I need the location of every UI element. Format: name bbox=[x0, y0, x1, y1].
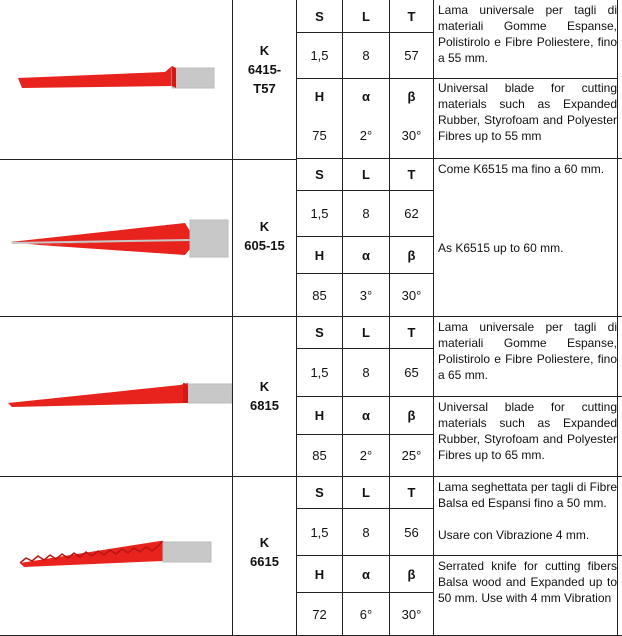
column-divider bbox=[617, 0, 618, 636]
header-l: L bbox=[362, 167, 370, 182]
value-beta: 30° bbox=[401, 606, 422, 622]
value-h: 85 bbox=[312, 287, 327, 303]
value-t: 65 bbox=[404, 365, 419, 380]
value-l: 8 bbox=[362, 48, 370, 63]
description-italian: Lama seghettata per tagli di Fibre Balsa ed Espansi fino a 50 mm. bbox=[438, 480, 617, 510]
header-beta: β bbox=[407, 88, 416, 104]
blade-image-k605-15 bbox=[0, 159, 232, 316]
blade-code: K 605-15 bbox=[244, 219, 285, 253]
header-h: H bbox=[314, 408, 325, 423]
header-l: L bbox=[362, 8, 370, 24]
header-l: L bbox=[362, 485, 370, 500]
description-italian: Lama universale per tagli di materiali Gomme Espanse, Polistirolo e Fibre Poliestere, fino a 65 mm. bbox=[438, 320, 617, 382]
header-alpha: α bbox=[362, 247, 370, 263]
header-s: S bbox=[315, 167, 324, 182]
value-alpha: 2° bbox=[359, 448, 373, 463]
value-s: 1,5 bbox=[310, 48, 329, 63]
blade-code: K 6815 bbox=[250, 379, 279, 413]
value-alpha: 2° bbox=[359, 128, 373, 143]
long-straight-blade-icon bbox=[0, 317, 232, 474]
description-italian: Come K6515 ma fino a 60 mm. bbox=[438, 162, 605, 176]
value-alpha: 3° bbox=[359, 287, 373, 303]
description-english: Universal blade for cutting materials such as Expanded Rubber, Styrofoam and Polyester Fibres up to 55 mm bbox=[438, 81, 617, 143]
serrated-blade-icon bbox=[0, 477, 232, 634]
value-h: 72 bbox=[312, 606, 327, 622]
value-l: 8 bbox=[362, 206, 370, 221]
value-l: 8 bbox=[362, 524, 370, 540]
header-beta: β bbox=[407, 247, 416, 263]
header-s: S bbox=[315, 325, 324, 340]
value-beta: 25° bbox=[401, 448, 422, 463]
value-beta: 30° bbox=[401, 128, 422, 143]
header-t: T bbox=[407, 485, 416, 500]
value-l: 8 bbox=[362, 365, 370, 380]
value-t: 56 bbox=[404, 524, 419, 540]
value-alpha: 6° bbox=[359, 606, 373, 622]
header-beta: β bbox=[407, 566, 416, 582]
header-t: T bbox=[407, 325, 416, 340]
value-s: 1,5 bbox=[310, 524, 329, 540]
header-beta: β bbox=[407, 408, 416, 423]
header-s: S bbox=[315, 485, 324, 500]
value-h: 85 bbox=[312, 448, 327, 463]
header-t: T bbox=[407, 8, 416, 24]
blade-code: K 6615 bbox=[250, 535, 279, 569]
blade-image-k6615 bbox=[0, 477, 232, 634]
value-beta: 30° bbox=[401, 287, 422, 303]
header-alpha: α bbox=[362, 88, 370, 104]
header-h: H bbox=[314, 566, 325, 582]
value-s: 1,5 bbox=[310, 365, 329, 380]
blade-code: K 6415- T57 bbox=[247, 42, 282, 96]
value-t: 62 bbox=[404, 206, 419, 221]
value-s: 1,5 bbox=[310, 206, 329, 221]
header-alpha: α bbox=[362, 566, 370, 582]
header-l: L bbox=[362, 325, 370, 340]
blade-image-k6415-t57 bbox=[0, 0, 232, 157]
row-divider bbox=[434, 78, 617, 79]
header-alpha: α bbox=[362, 408, 370, 423]
value-h: 75 bbox=[312, 128, 327, 143]
description-english: As K6515 up to 60 mm. bbox=[438, 241, 564, 255]
description-english: Universal blade for cutting materials such as Expanded Rubber, Styrofoam and Polyester Fibres up to 65 mm. bbox=[438, 400, 617, 462]
description-italian-vibration: Usare con Vibrazione 4 mm. bbox=[438, 528, 590, 542]
description-english: Serrated knife for cutting fibers Balsa wood and Expanded up to 50 mm. Use with 4 mm Vibration bbox=[438, 559, 617, 605]
straight-blade-icon bbox=[0, 0, 232, 157]
blade-image-k6815 bbox=[0, 317, 232, 474]
value-t: 57 bbox=[404, 48, 419, 63]
header-t: T bbox=[407, 167, 416, 182]
header-h: H bbox=[314, 247, 325, 263]
header-s: S bbox=[315, 8, 324, 24]
double-bevel-blade-icon bbox=[0, 159, 232, 316]
header-h: H bbox=[314, 88, 325, 104]
description-italian: Lama universale per tagli di materiali Gomme Espanse, Polistirolo e Fibre Poliestere, fino a 55 mm. bbox=[438, 3, 617, 65]
column-divider bbox=[433, 0, 434, 636]
